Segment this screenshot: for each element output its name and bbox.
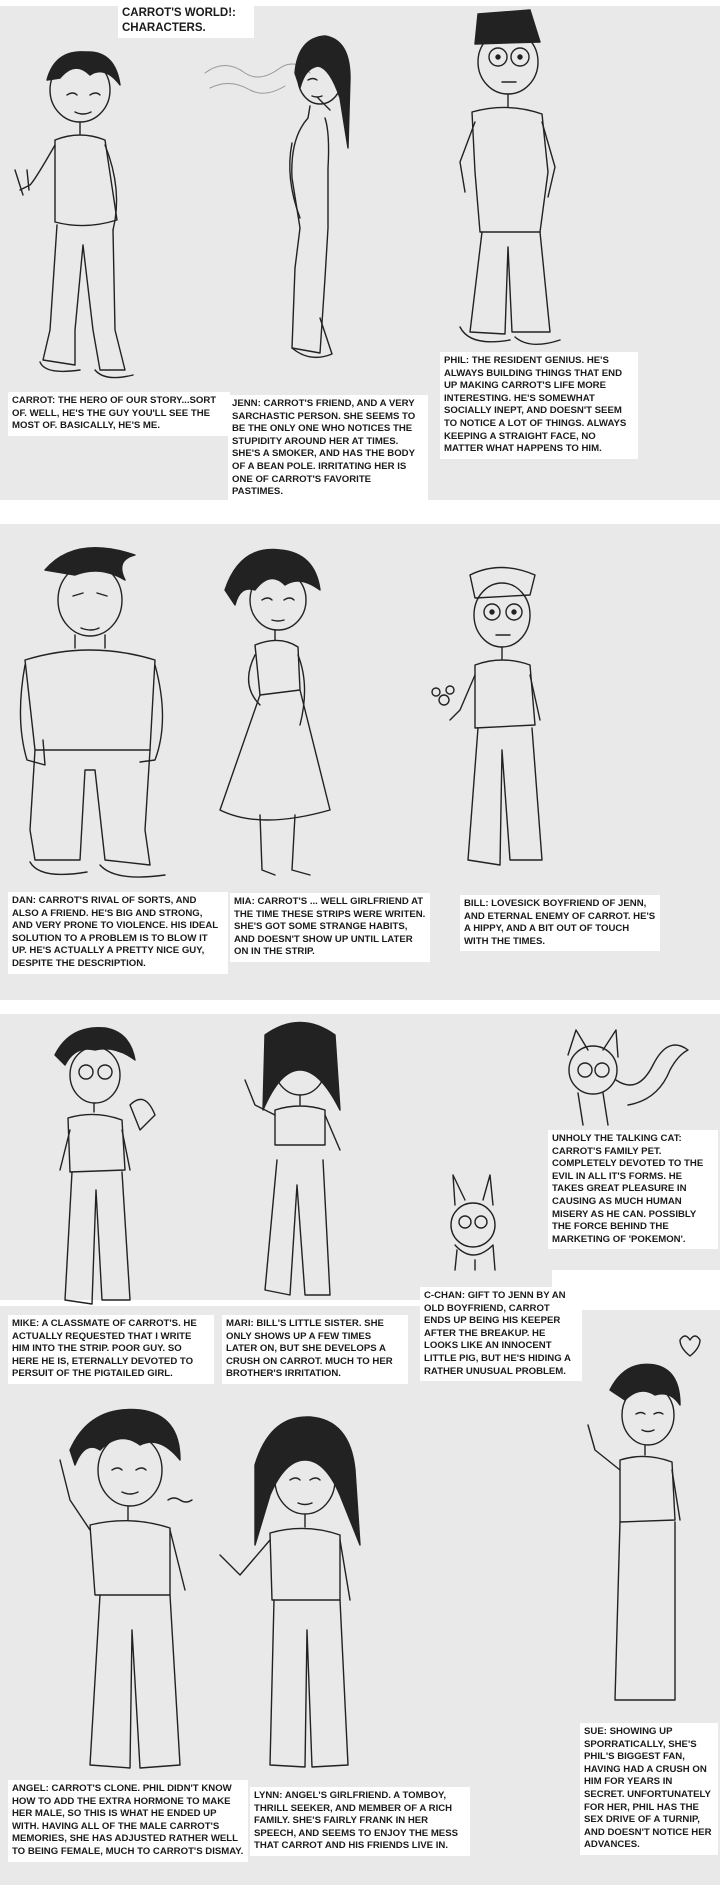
panel-gap [0,1885,720,1897]
sue-drawing [580,1330,710,1720]
cchan-drawing [435,1170,515,1280]
caption-carrot: CARROT: THE HERO OF OUR STORY...SORT OF. WELL, HE'S THE GUY YOU'LL SEE THE MOST OF. BASICALLY, HE'S ME. [8,392,230,436]
caption-angel: ANGEL: CARROT'S CLONE. PHIL DIDN'T KNOW HOW TO ADD THE EXTRA HORMONE TO MAKE HER MALE, SO THIS IS WHAT HE ENDED UP WITH. HAVING ALL OF THE MALE CARROT'S MEMORIES, SHE HAS ADJUSTED RATHER WELL TO BEING FEMALE, MUCH TO CARROT'S DISMAY. [8,1780,248,1862]
caption-sue: SUE: SHOWING UP SPORRATICALLY, SHE'S PHIL'S BIGGEST FAN, HAVING HAD A CRUSH ON HIM FOR YEARS IN SECRET. UNFORTUNATELY FOR HER, PHIL HAS THE SEX DRIVE OF A TURNIP, AND DOESN'T NOTICE HER ADVANCES. [580,1723,718,1855]
caption-mike: MIKE: A CLASSMATE OF CARROT'S. HE ACTUALLY REQUESTED THAT I WRITE HIM INTO THE STRIP. POOR GUY. SO HERE HE IS, ETERNALLY DEVOTED TO PERSUIT OF THE PIGTAILED GIRL. [8,1315,214,1384]
dan-drawing [5,530,185,890]
page-title: CARROT'S WORLD!: CHARACTERS. [118,4,254,38]
mia-drawing [200,545,370,885]
phil-drawing [430,2,590,352]
jenn-drawing [200,18,390,378]
mari-drawing [225,1010,375,1320]
bill-drawing [430,560,570,880]
caption-mia: MIA: CARROT'S ... WELL GIRLFRIEND AT THE TIME THESE STRIPS WERE WRITEN. SHE'S GOT SOME STRANGE HABITS, AND DOESN'T SHOW UP UNTIL LATER ON IN THE STRIP. [230,893,430,962]
unholy-drawing [558,1025,698,1130]
caption-unholy: UNHOLY THE TALKING CAT: CARROT'S FAMILY PET. COMPLETELY DEVOTED TO THE EVIL IN ALL IT'S FORMS. HE TAKES GREAT PLEASURE IN CAUSING AS MUCH HUMAN MISERY AS HE CAN. POSSIBLY THE FORCE BEHIND THE MARKETING OF 'POKEMON'. [548,1130,718,1249]
panel-gap [0,0,720,6]
caption-mari: MARI: BILL'S LITTLE SISTER. SHE ONLY SHOWS UP A FEW TIMES LATER ON, BUT SHE DEVELOPS A CRUSH ON CARROT. MUCH TO HER BROTHER'S IRRITATION. [222,1315,408,1384]
caption-jenn: JENN: CARROT'S FRIEND, AND A VERY SARCHASTIC PERSON. SHE SEEMS TO BE THE ONLY ONE WHO NOTICES THE STUPIDITY AROUND HER AT TIMES. SHE'S A SMOKER, AND HAS THE BODY OF A BEAN POLE. IRRITATING HER IS ONE OF CARROT'S FAVORITE PASTIMES. [228,395,428,502]
caption-phil: PHIL: THE RESIDENT GENIUS. HE'S ALWAYS BUILDING THINGS THAT END UP MAKING CARROT'S LIFE MORE INTERESTING. HE'S SOMEWHAT SOCIALLY INEPT, AND DOESN'T SEEM TO NOTICE A LOT OF THINGS. ALWAYS KEEPING A STRAIGHT FACE, NO MATTER WHAT HAPPENS TO HIM. [440,352,638,459]
lynn-drawing [200,1405,400,1785]
carrot-drawing [5,30,170,390]
caption-dan: DAN: CARROT'S RIVAL OF SORTS, AND ALSO A FRIEND. HE'S BIG AND STRONG, AND VERY PRONE TO VIOLENCE. HIS IDEAL SOLUTION TO A PROBLEM IS TO BLOW IT UP. HE'S ACTUALLY A PRETTY NICE GUY, DESPITE THE DESCRIPTION. [8,892,228,974]
mike-drawing [30,1020,170,1320]
caption-bill: BILL: LOVESICK BOYFRIEND OF JENN, AND ETERNAL ENEMY OF CARROT. HE'S A HIPPY, AND A BIT OUT OF TOUCH WITH THE TIMES. [460,895,660,951]
caption-cchan: C-CHAN: GIFT TO JENN BY AN OLD BOYFRIEND, CARROT ENDS UP BEING HIS KEEPER AFTER THE BREAKUP. HE LOOKS LIKE AN INNOCENT LITTLE PIG, BUT HE'S HIDING A RATHER UNUSUAL PROBLEM. [420,1287,582,1381]
caption-lynn: LYNN: ANGEL'S GIRLFRIEND. A TOMBOY, THRILL SEEKER, AND MEMBER OF A RICH FAMILY. SHE'S FAIRLY FRANK IN HER SPEECH, AND SEEMS TO ENJOY THE MESS THAT CARROT AND HIS FRIENDS LIVE IN. [250,1787,470,1856]
panel-gap [0,500,720,524]
